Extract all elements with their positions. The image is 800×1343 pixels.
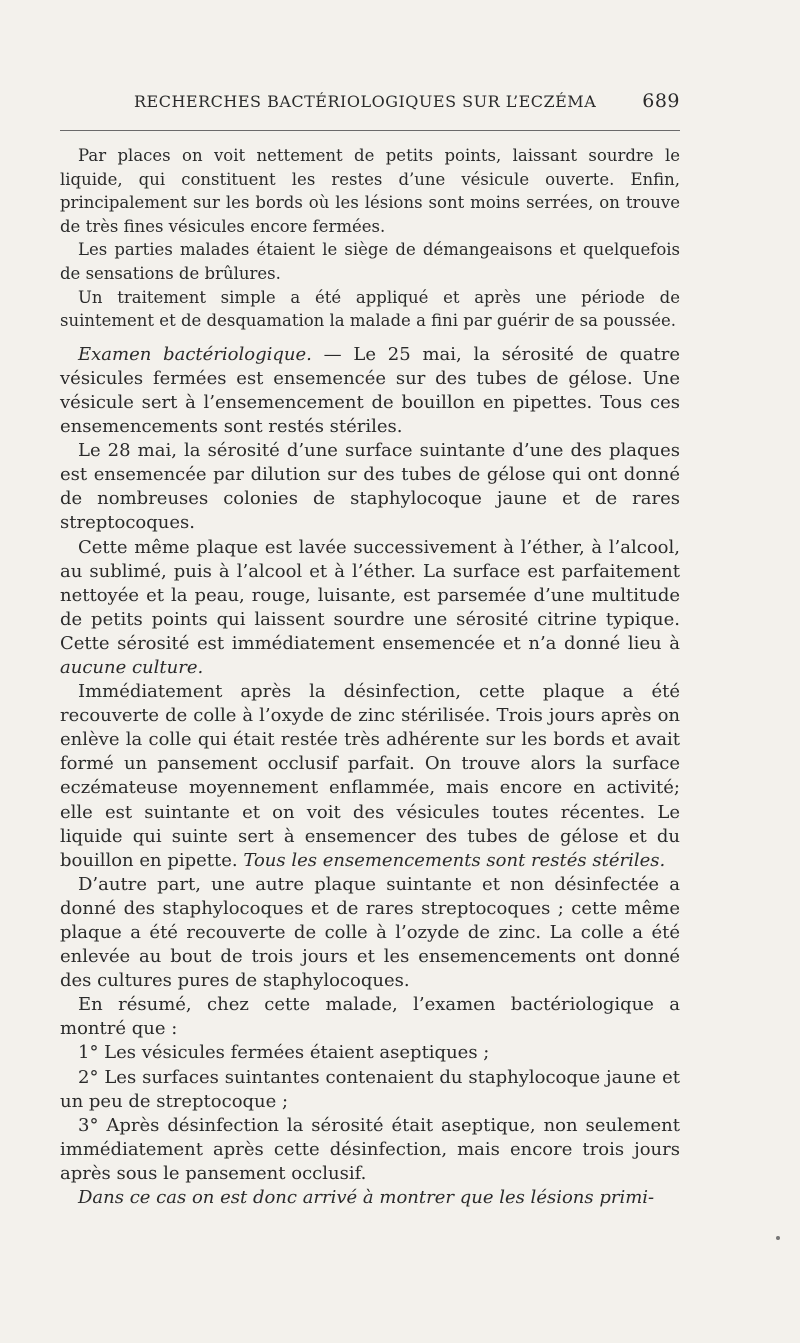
paragraph-2: Les parties malades étaient le siège de démangeaisons et quelquefois de sensations de brûlures. bbox=[60, 240, 680, 283]
paragraph-1: Par places on voit nettement de petits points, laissant sourdre le liquide, qui constituent les restes d’une vésicule ouverte. Enfin, principalement sur les bords où les lésions sont moins serrées, on trouve de très fines vésicules encore fermées. bbox=[60, 146, 680, 236]
list-item-2: 2° Les surfaces suintantes contenaient du staphylocoque jaune et un peu de streptocoque ; bbox=[60, 1066, 680, 1112]
running-title: RECHERCHES BACTÉRIOLOGIQUES SUR L’ECZÉMA bbox=[134, 92, 597, 111]
paragraph-3: Un traitement simple a été appliqué et après une période de suintement et de desquamation la malade a fini par guérir de sa poussée. bbox=[60, 287, 680, 331]
paragraph-examen: Examen bactériologique. — Le 25 mai, la sérosité de quatre vésicules fermées est ensemencée sur des tubes de gélose. Une vésicule sert à l’ensemencement de bouillon en pipettes. Tous ces ensemencements sont restés stériles. bbox=[60, 343, 680, 438]
intro-block bbox=[60, 144, 680, 333]
body-text bbox=[60, 144, 680, 1210]
paragraph-6: Cette même plaque est lavée successivement à l’éther, à l’alcool, au sublimé, puis à l’alcool et à l’éther. La surface est parfaitement nettoyée et la peau, rouge, luisante, est parsemée d’une multitude de petits points qui laissent sourdre une sérosité citrine typique. Cette sérosité est immédiatement ensemencée et n’a donné lieu à aucune culture. bbox=[60, 536, 680, 678]
list-item-3: 3° Après désinfection la sérosité était aseptique, non seulement immédiatement après cette désinfection, mais encore trois jours après sous le pansement occlusif. bbox=[60, 1114, 680, 1184]
section-heading: Examen bactériologique. bbox=[78, 343, 312, 365]
paragraph-8: D’autre part, une autre plaque suintante et non désinfectée a donné des staphylocoques et de rares streptocoques ; cette même plaque a été recouverte de colle à l’ozyde de zinc. La colle a été enlevée au bout de trois jours et les ensemencements ont donné des cultures pures de staphylocoques. bbox=[60, 873, 680, 992]
page-number: 689 bbox=[642, 90, 680, 112]
paper-speck bbox=[776, 1236, 780, 1240]
header-rule bbox=[60, 130, 680, 131]
paragraph-9: En résumé, chez cette malade, l’examen bactériologique a montré que : bbox=[60, 994, 680, 1040]
paragraph-conclusion: Dans ce cas on est donc arrivé à montrer que les lésions primi- bbox=[78, 1187, 655, 1209]
paragraph-5: Le 28 mai, la sérosité d’une surface suintante d’une des plaques est ensemencée par dilution sur des tubes de gélose qui ont donné de nombreuses colonies de staphylocoque jaune et de rares streptocoques. bbox=[60, 440, 680, 534]
list-item-1: 1° Les vésicules fermées étaient aseptiques ; bbox=[78, 1042, 490, 1064]
paragraph-7: Immédiatement après la désinfection, cette plaque a été recouverte de colle à l’oxyde de zinc stérilisée. Trois jours après on enlève la colle qui était restée très adhérente sur les bords et avait formé un pansement occlusif parfait. On trouve alors la surface eczémateuse moyennement enflammée, mais encore en activité; elle est suintante et on voit des vésicules toutes récentes. Le liquide qui suinte sert à ensemencer des tubes de gélose et du bouillon en pipette. Tous les ensemencements sont restés stériles. bbox=[60, 681, 680, 871]
